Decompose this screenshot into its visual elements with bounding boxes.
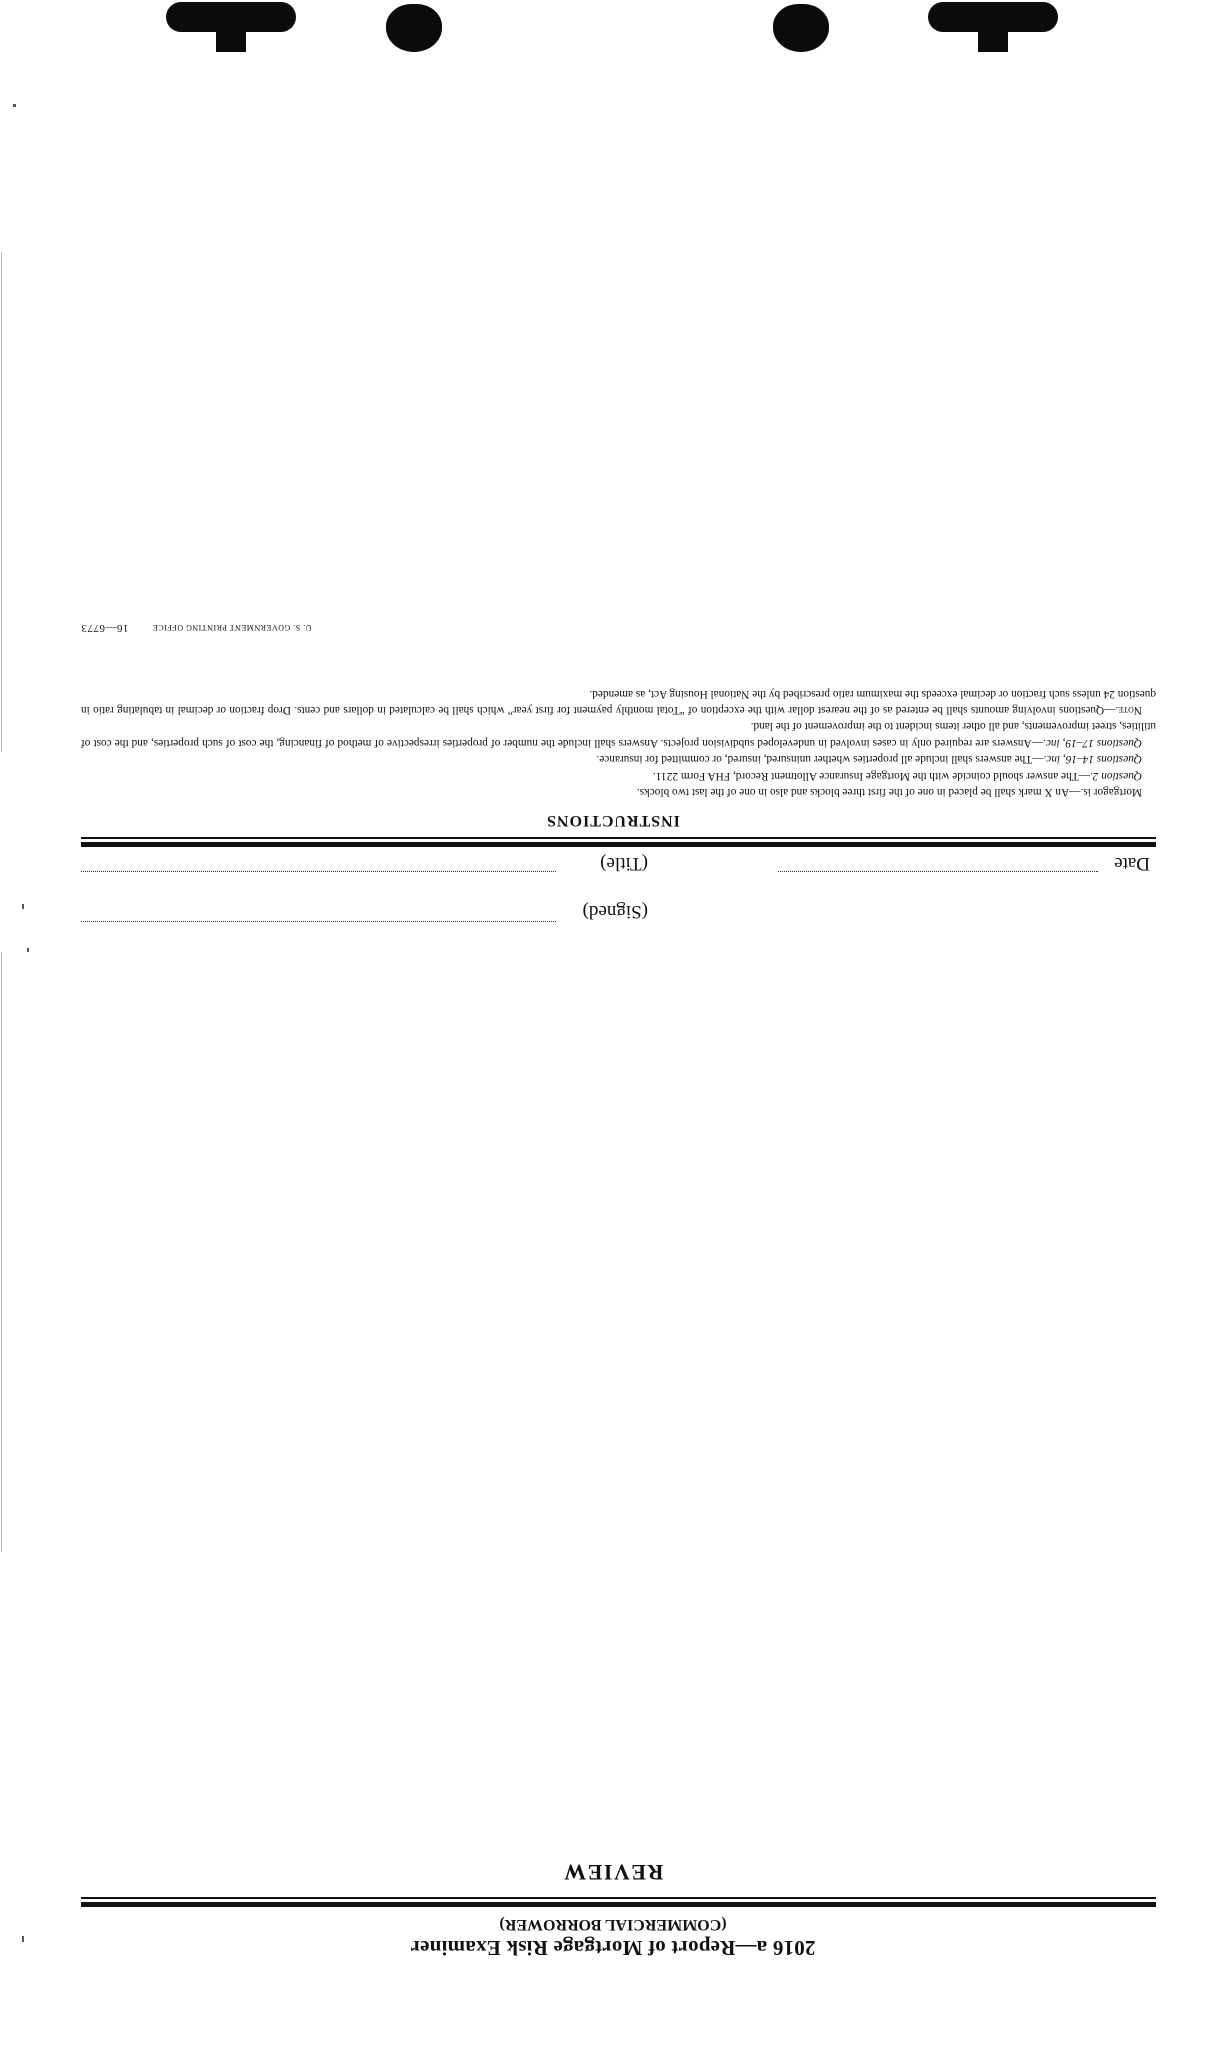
scan-speck	[22, 904, 24, 909]
instruction-q17-text: —Answers are required only in cases involved in undeveloped subdivision projects. Answers shall include the number of properties irrespective of method of financing, the cost of such properties, and the cost of utilities, street improvements, and all other items incident to the improvement of the land.	[80, 720, 1156, 749]
signed-label: (Signed)	[582, 901, 648, 922]
scan-speck	[22, 1936, 24, 1942]
instruction-q2-text: —The answer should coincide with the Mortgage Insurance Allotment Record, FHA Form 2211.	[652, 769, 1090, 782]
binder-punch-left	[928, 2, 1058, 50]
scan-speck	[27, 948, 29, 952]
instructions-rule-thick	[81, 842, 1156, 847]
header-rule-thick	[81, 1902, 1156, 1907]
binder-punch-left-stem	[978, 24, 1008, 52]
form-title: 2016 a—Report of Mortgage Risk Examiner	[410, 1936, 816, 1960]
signed-line[interactable]	[81, 921, 556, 922]
date-label: Date	[1114, 853, 1150, 874]
instructions-heading: INSTRUCTIONS	[546, 812, 680, 829]
instruction-q14-text: —The answers shall include all properties whether uninsured, insured, or committed for insurance.	[596, 753, 1044, 766]
printer-name: U. S. GOVERNMENT PRINTING OFFICE	[152, 623, 312, 632]
binder-punch-round-left	[773, 4, 829, 52]
instruction-q2	[81, 767, 1156, 783]
instruction-note	[81, 685, 1156, 718]
form-code: 16—6773	[81, 622, 129, 634]
instruction-q14	[81, 751, 1156, 767]
form-subtitle: (COMMERCIAL BORROWER)	[499, 1916, 727, 1933]
scan-edge-line	[1, 252, 2, 752]
binder-punch-round-right	[386, 4, 442, 52]
instruction-note-text: —Questions involving amounts shall be entered as of the nearest dollar with the exception of “Total monthly payment for first year” which shall be calculated in dollars and cents. Drop fraction or decimal in tabulating ratio in question 24 unless such fraction or decimal exceeds the maximum ratio prescribed by the National Housing Act, as amended.	[81, 687, 1156, 716]
header-rule-thin	[81, 1898, 1156, 1900]
instruction-mortgagor	[81, 784, 1156, 800]
instruction-q2-lead: Question 2.	[1089, 769, 1142, 782]
scan-edge-line	[1, 952, 2, 1552]
binder-punch-right	[166, 2, 296, 50]
instruction-mortgagor-text: —An X mark shall be placed in one of the first three blocks and also in one of the last two blocks.	[636, 786, 1081, 798]
scan-speck	[13, 104, 16, 107]
instructions-rule-thin	[81, 838, 1156, 840]
instruction-note-lead: Note.	[1115, 703, 1142, 716]
instruction-q17-lead: Questions 17–19, inc.	[1042, 736, 1142, 749]
title-label: (Title)	[600, 853, 648, 874]
printer-imprint	[81, 622, 411, 634]
instruction-q14-lead: Questions 14–16, inc.	[1043, 753, 1142, 766]
instruction-mortgagor-lead: Mortgagor is.	[1080, 786, 1142, 798]
date-line[interactable]	[778, 871, 1098, 872]
title-line[interactable]	[81, 871, 556, 872]
binder-punch-right-stem	[216, 24, 246, 52]
instructions-body	[81, 685, 1156, 800]
instruction-q17	[81, 718, 1156, 751]
section-heading-review: REVIEW	[562, 1860, 664, 1885]
